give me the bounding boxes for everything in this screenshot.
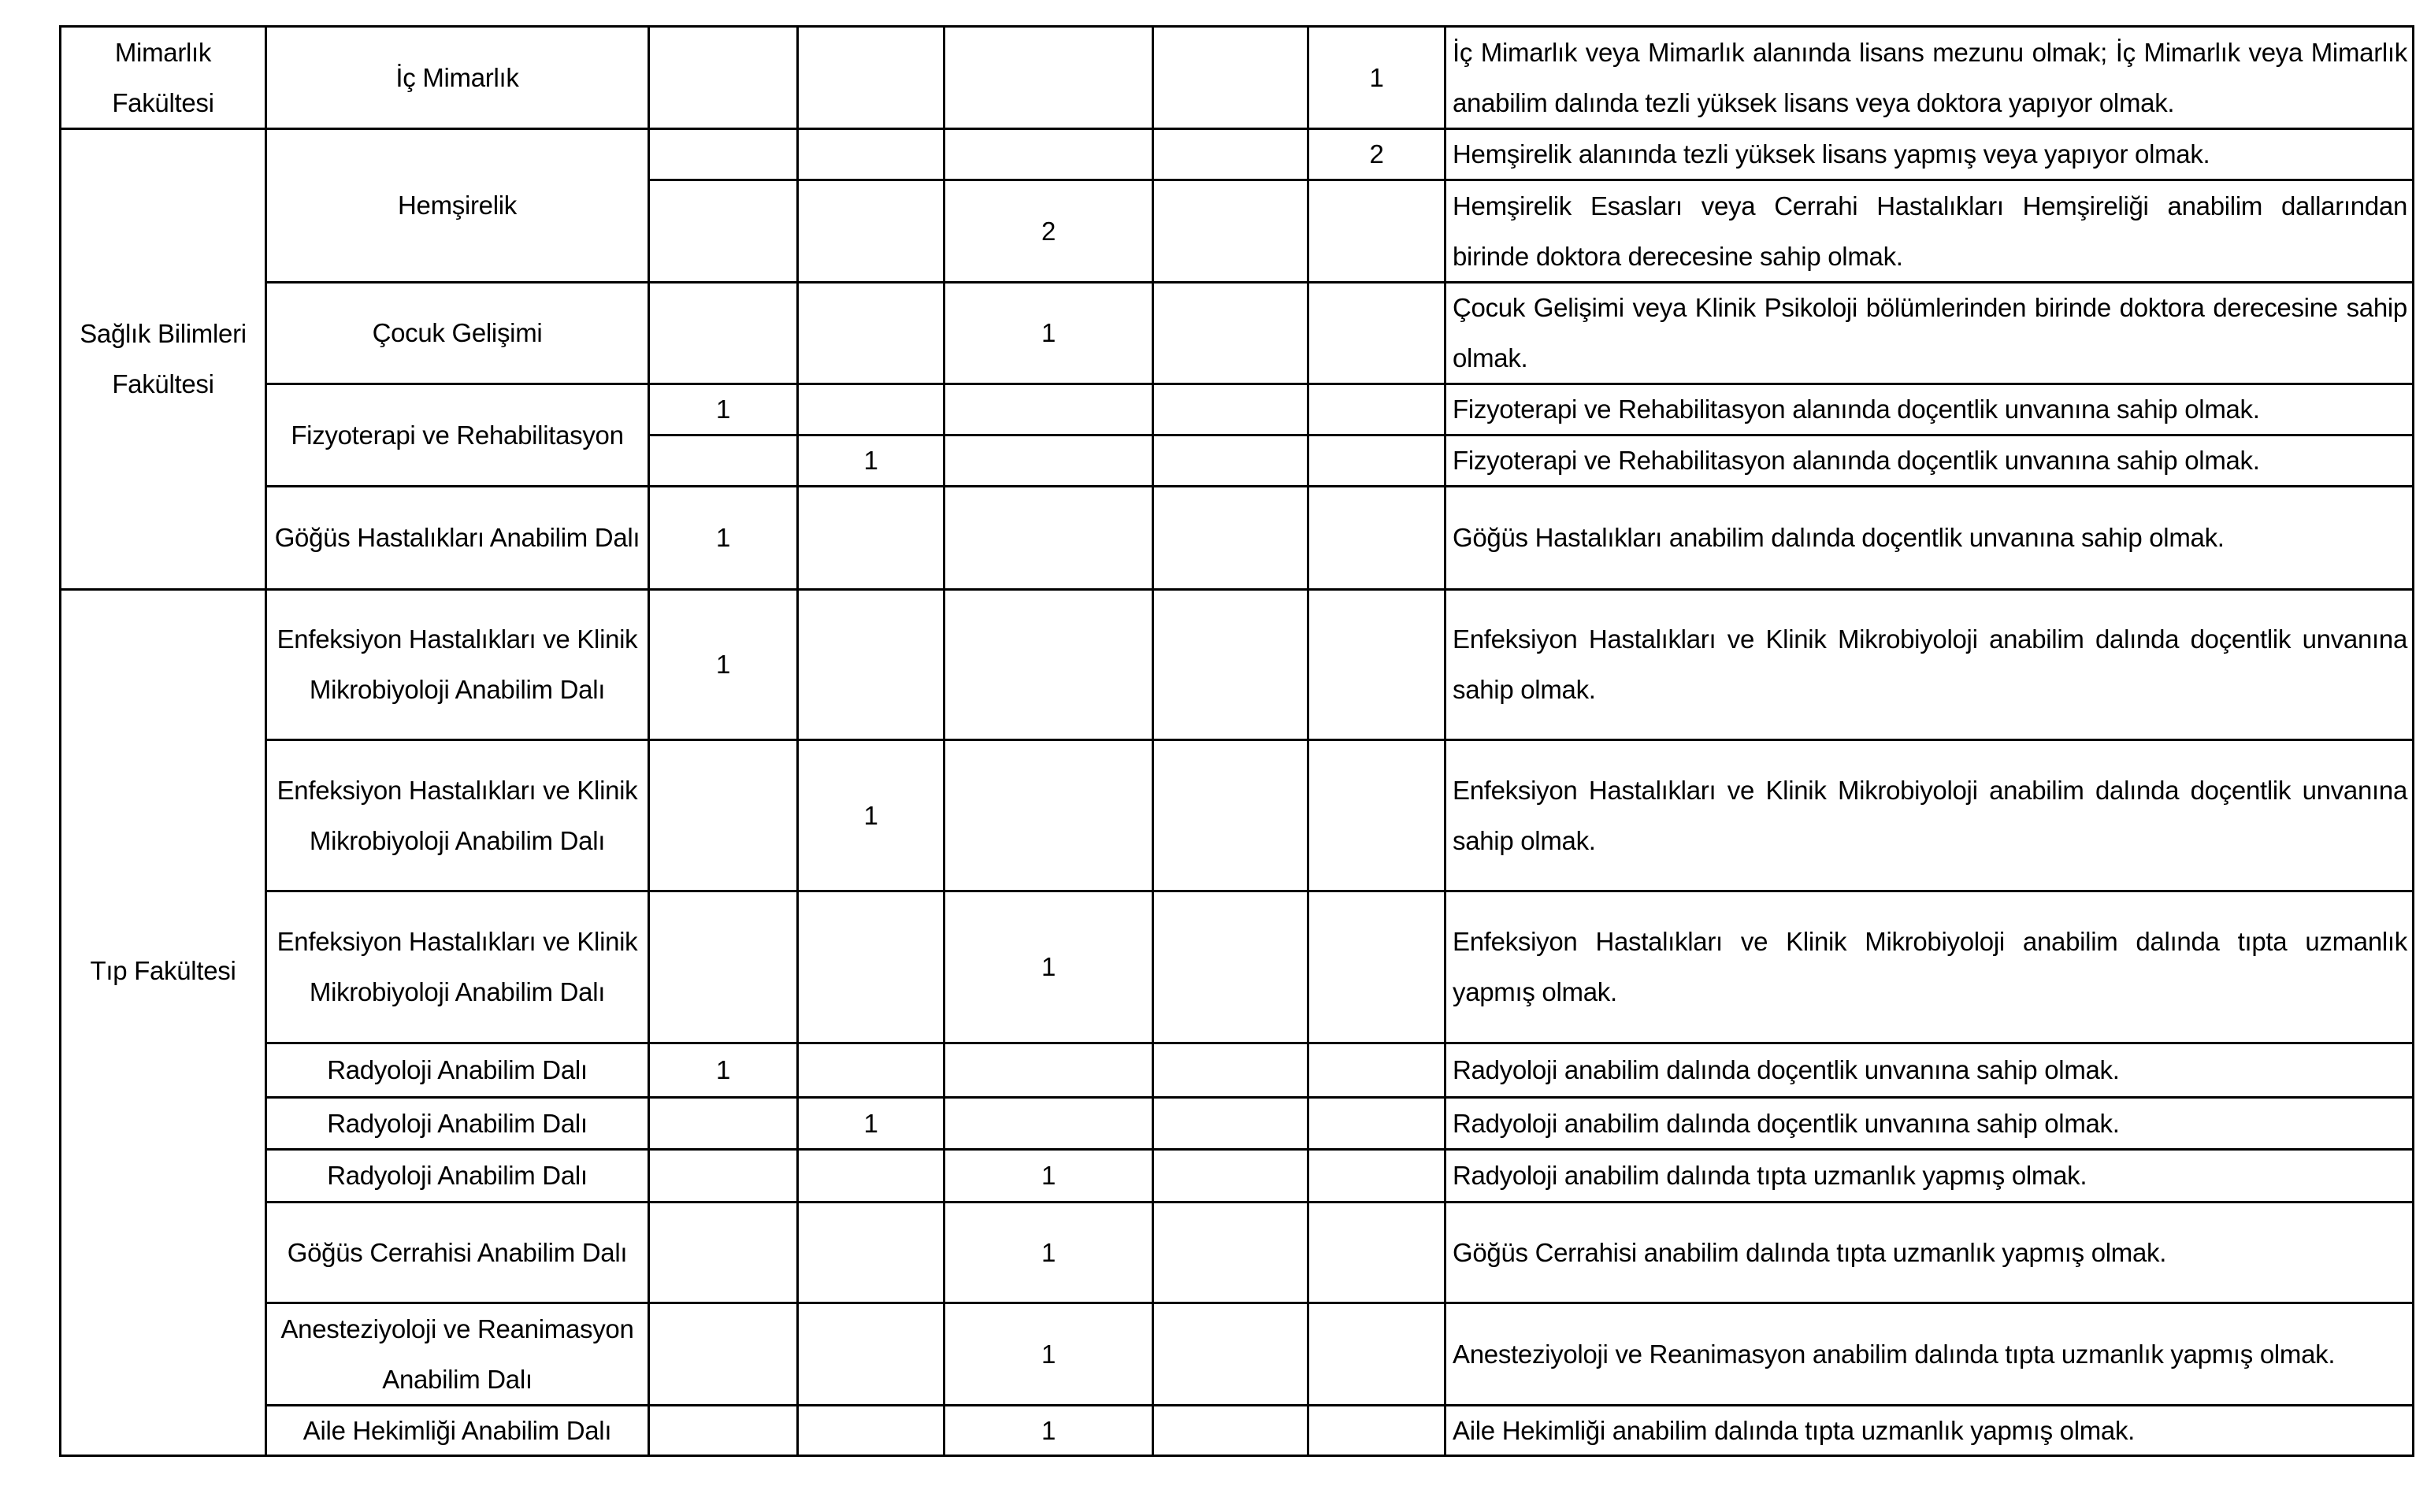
requirement-cell [1446, 591, 2414, 741]
position-count-cell [650, 284, 799, 385]
position-count-cell [1309, 1099, 1446, 1151]
department-cell-text: Radyoloji Anabilim Dalı [327, 1108, 588, 1138]
department-cell-text: İç Mimarlık [395, 62, 519, 92]
position-count-cell [650, 487, 799, 591]
requirement-cell [1446, 487, 2414, 591]
requirement-cell-text: Fizyoterapi ve Rehabilitasyon alanında doçentlik unvanına sahip olmak. [1453, 446, 2260, 475]
requirement-cell [1446, 130, 2414, 181]
department-cell [267, 130, 650, 284]
position-count-cell-text: 2 [1369, 139, 1384, 169]
position-count-cell [1154, 591, 1309, 741]
department-cell-text: Göğüs Hastalıkları Anabilim Dalı [274, 523, 640, 552]
position-count-cell [945, 28, 1154, 130]
requirement-cell [1446, 1151, 2414, 1203]
requirement-cell-text: Radyoloji anabilim dalında tıpta uzmanlık yapmış olmak. [1453, 1161, 2087, 1190]
faculty-cell [61, 28, 267, 130]
position-count-cell [799, 284, 945, 385]
department-cell-text: Aile Hekimliği Anabilim Dalı [302, 1415, 612, 1445]
department-cell-text: Enfeksiyon Hastalıkları ve Klinik Mikrobiyoloji Anabilim Dalı [276, 775, 638, 855]
requirement-cell-text: Aile Hekimliği anabilim dalında tıpta uzmanlık yapmış olmak. [1453, 1415, 2136, 1445]
position-count-cell [650, 892, 799, 1044]
department-cell-text: Fizyoterapi ve Rehabilitasyon [291, 420, 624, 450]
position-count-cell [799, 181, 945, 284]
requirement-cell [1446, 741, 2414, 892]
department-cell [267, 284, 650, 385]
position-count-cell-text: 1 [1041, 1161, 1056, 1190]
department-cell-text: Enfeksiyon Hastalıkları ve Klinik Mikrobiyoloji Anabilim Dalı [276, 927, 638, 1006]
position-count-cell-text: 1 [715, 523, 731, 552]
position-count-cell [1154, 130, 1309, 181]
department-cell [267, 28, 650, 130]
requirement-cell-text: Anesteziyoloji ve Reanimasyon anabilim dalında tıpta uzmanlık yapmış olmak. [1453, 1339, 2336, 1369]
position-count-cell [945, 385, 1154, 436]
requirement-cell-text: Enfeksiyon Hastalıkları ve Klinik Mikrobiyoloji anabilim dalında doçentlik unvanına sahip olmak. [1453, 775, 2407, 855]
department-cell [267, 1151, 650, 1203]
position-count-cell [799, 130, 945, 181]
position-count-cell [1154, 1151, 1309, 1203]
position-count-cell [945, 284, 1154, 385]
department-cell-text: Radyoloji Anabilim Dalı [327, 1055, 588, 1084]
position-count-cell [1154, 1044, 1309, 1099]
requirement-cell-text: Enfeksiyon Hastalıkları ve Klinik Mikrobiyoloji anabilim dalında tıpta uzmanlık yapmış olmak. [1453, 927, 2407, 1006]
position-count-cell [650, 1406, 799, 1457]
position-count-cell [1309, 284, 1446, 385]
requirement-cell [1446, 385, 2414, 436]
position-count-cell [1309, 1203, 1446, 1304]
position-count-cell [945, 487, 1154, 591]
position-count-cell [1154, 1304, 1309, 1406]
position-count-cell [650, 741, 799, 892]
requirement-cell [1446, 1304, 2414, 1406]
requirement-cell [1446, 436, 2414, 487]
requirement-cell [1446, 892, 2414, 1044]
position-count-cell [945, 130, 1154, 181]
position-count-cell-text: 1 [1041, 1339, 1056, 1369]
position-count-cell [799, 436, 945, 487]
position-count-cell [1154, 1099, 1309, 1151]
department-cell-text: Hemşirelik [397, 191, 517, 220]
requirement-cell-text: Radyoloji anabilim dalında doçentlik unvanına sahip olmak. [1453, 1108, 2120, 1138]
department-cell-text: Çocuk Gelişimi [372, 318, 543, 347]
requirement-cell [1446, 284, 2414, 385]
position-count-cell [945, 892, 1154, 1044]
position-count-cell [799, 1099, 945, 1151]
department-cell-text: Enfeksiyon Hastalıkları ve Klinik Mikrobiyoloji Anabilim Dalı [276, 624, 638, 704]
position-count-cell [1309, 741, 1446, 892]
position-count-cell-text: 1 [715, 650, 731, 679]
department-cell [267, 1203, 650, 1304]
position-count-cell [945, 591, 1154, 741]
position-count-cell-text: 1 [715, 395, 731, 424]
faculty-cell-text: Tıp Fakültesi [90, 956, 236, 985]
department-cell [267, 741, 650, 892]
position-count-cell [1154, 284, 1309, 385]
position-count-cell [1309, 1406, 1446, 1457]
requirement-cell-text: Radyoloji anabilim dalında doçentlik unvanına sahip olmak. [1453, 1055, 2120, 1084]
department-cell-text: Anesteziyoloji ve Reanimasyon Anabilim Dalı [280, 1314, 634, 1394]
position-count-cell [1309, 436, 1446, 487]
department-cell-text: Göğüs Cerrahisi Anabilim Dalı [287, 1237, 628, 1267]
position-count-cell-text: 1 [1041, 1415, 1056, 1445]
position-count-cell [1309, 591, 1446, 741]
position-count-cell [1154, 28, 1309, 130]
department-cell [267, 591, 650, 741]
position-count-cell [799, 892, 945, 1044]
department-cell [267, 1044, 650, 1099]
position-count-cell [650, 28, 799, 130]
position-count-cell [1309, 487, 1446, 591]
position-count-cell [650, 1099, 799, 1151]
department-cell [267, 1099, 650, 1151]
requirement-cell [1446, 28, 2414, 130]
position-count-cell [1309, 181, 1446, 284]
requirement-cell-text: Hemşirelik Esasları veya Cerrahi Hastalıkları Hemşireliği anabilim dallarından birinde doktora derecesine sahip olmak. [1453, 191, 2407, 271]
position-count-cell [1309, 1044, 1446, 1099]
position-count-cell [799, 1406, 945, 1457]
position-count-cell [945, 1304, 1154, 1406]
requirement-cell-text: Çocuk Gelişimi veya Klinik Psikoloji bölümlerinden birinde doktora derecesine sahip olmak. [1453, 293, 2407, 372]
department-cell [267, 1304, 650, 1406]
position-count-cell [1309, 1151, 1446, 1203]
position-count-cell-text: 1 [863, 800, 878, 830]
requirement-cell-text: Göğüs Hastalıkları anabilim dalında doçentlik unvanına sahip olmak. [1453, 523, 2225, 552]
position-count-cell [1309, 28, 1446, 130]
position-count-cell [1309, 130, 1446, 181]
department-cell [267, 487, 650, 591]
position-count-cell [945, 1099, 1154, 1151]
requirement-cell-text: İç Mimarlık veya Mimarlık alanında lisans mezunu olmak; İç Mimarlık veya Mimarlık anabilim dalında tezli yüksek lisans veya doktora yapıyor olmak. [1453, 37, 2407, 117]
department-cell-text: Radyoloji Anabilim Dalı [327, 1161, 588, 1190]
requirement-cell [1446, 181, 2414, 284]
position-count-cell [1309, 892, 1446, 1044]
position-count-cell [650, 1151, 799, 1203]
position-count-cell-text: 1 [863, 1108, 878, 1138]
position-count-cell-text: 1 [1041, 318, 1056, 347]
position-count-cell [945, 1044, 1154, 1099]
position-count-cell [650, 385, 799, 436]
position-count-cell [945, 1406, 1154, 1457]
position-count-cell [799, 1203, 945, 1304]
position-count-cell [1154, 436, 1309, 487]
requirement-cell-text: Hemşirelik alanında tezli yüksek lisans yapmış veya yapıyor olmak. [1453, 139, 2210, 169]
department-cell [267, 385, 650, 487]
position-count-cell [799, 28, 945, 130]
position-count-cell [1309, 385, 1446, 436]
position-count-cell [945, 1151, 1154, 1203]
position-count-cell [650, 1304, 799, 1406]
position-count-cell-text: 1 [1369, 62, 1384, 92]
position-count-cell-text: 1 [863, 446, 878, 475]
position-count-cell [650, 436, 799, 487]
position-count-cell-text: 2 [1041, 216, 1056, 246]
position-count-cell [799, 385, 945, 436]
position-count-cell [650, 1203, 799, 1304]
requirement-cell [1446, 1099, 2414, 1151]
requirement-cell [1446, 1044, 2414, 1099]
position-count-cell [799, 741, 945, 892]
position-count-cell [945, 436, 1154, 487]
position-count-cell [1154, 741, 1309, 892]
faculty-cell [61, 487, 267, 1457]
position-count-cell [1154, 181, 1309, 284]
requirement-cell-text: Fizyoterapi ve Rehabilitasyon alanında doçentlik unvanına sahip olmak. [1453, 395, 2260, 424]
position-count-cell [650, 591, 799, 741]
position-count-cell [799, 1151, 945, 1203]
position-count-cell [799, 487, 945, 591]
position-count-cell-text: 1 [1041, 952, 1056, 981]
position-count-cell [1154, 892, 1309, 1044]
staff-positions-table [59, 25, 2414, 1457]
position-count-cell [799, 1304, 945, 1406]
position-count-cell-text: 1 [715, 1055, 731, 1084]
requirement-cell [1446, 1406, 2414, 1457]
department-cell [267, 892, 650, 1044]
position-count-cell [1309, 1304, 1446, 1406]
position-count-cell [650, 130, 799, 181]
position-count-cell [945, 741, 1154, 892]
position-count-cell [799, 591, 945, 741]
requirement-cell [1446, 1203, 2414, 1304]
requirement-cell-text: Göğüs Cerrahisi anabilim dalında tıpta uzmanlık yapmış olmak. [1453, 1237, 2167, 1267]
position-count-cell [650, 181, 799, 284]
position-count-cell [799, 1044, 945, 1099]
position-count-cell [945, 1203, 1154, 1304]
faculty-cell-text: Mimarlık Fakültesi [112, 37, 214, 117]
faculty-cell-text: Sağlık Bilimleri Fakültesi [80, 319, 247, 398]
position-count-cell-text: 1 [1041, 1237, 1056, 1267]
position-count-cell [1154, 385, 1309, 436]
position-count-cell [1154, 1203, 1309, 1304]
position-count-cell [1154, 487, 1309, 591]
requirement-cell-text: Enfeksiyon Hastalıkları ve Klinik Mikrobiyoloji anabilim dalında doçentlik unvanına sahip olmak. [1453, 624, 2407, 704]
department-cell [267, 1406, 650, 1457]
position-count-cell [650, 1044, 799, 1099]
position-count-cell [1154, 1406, 1309, 1457]
position-count-cell [945, 181, 1154, 284]
